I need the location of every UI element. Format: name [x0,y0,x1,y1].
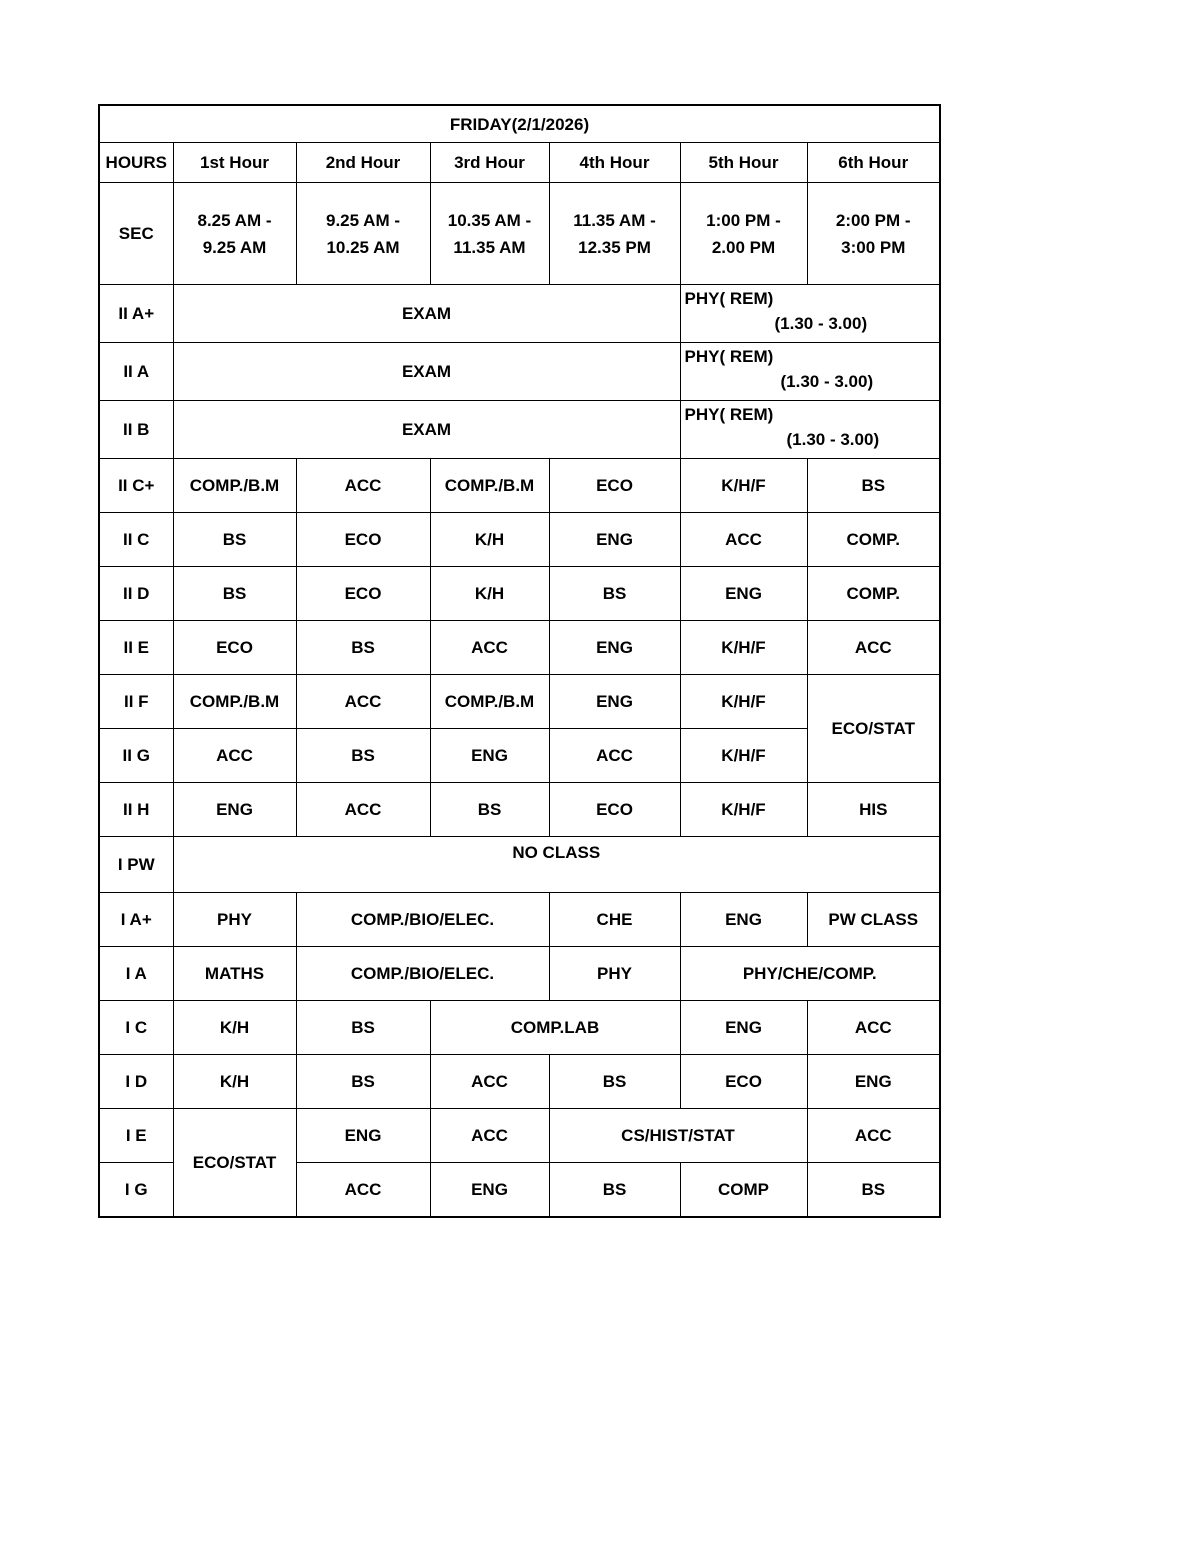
subject-cell: K/H [173,1001,296,1055]
subject-cell: ENG [680,1001,807,1055]
time-slot [430,183,549,285]
subject-cell: ENG [680,567,807,621]
subject-cell-merged: COMP.LAB [430,1001,680,1055]
section-label: I E [99,1109,173,1163]
subject-cell: ENG [680,893,807,947]
subject-cell: ENG [549,621,680,675]
subject-cell: CHE [549,893,680,947]
subject-cell-merged: ECO/STAT [173,1109,296,1218]
subject-cell: PW CLASS [807,893,940,947]
table-row [99,1055,940,1109]
subject-cell: K/H [430,513,549,567]
section-label: I C [99,1001,173,1055]
subject-cell: ACC [296,459,430,513]
subject-cell: ECO [296,513,430,567]
hour-header: 1st Hour [173,143,296,183]
hour-header: 5th Hour [680,143,807,183]
remedial-title: PHY( REM) [684,289,774,308]
subject-cell-merged: CS/HIST/STAT [549,1109,807,1163]
subject-cell: ENG [549,513,680,567]
section-label: II H [99,783,173,837]
table-row [99,285,940,343]
subject-cell: BS [296,1001,430,1055]
time-row [99,183,940,285]
time-slot [173,183,296,285]
subject-cell-merged: COMP./BIO/ELEC. [296,893,549,947]
subject-cell: ACC [173,729,296,783]
remedial-cell [680,285,940,343]
table-row [99,459,940,513]
table-row [99,1109,940,1163]
subject-cell: ECO [680,1055,807,1109]
time-slot [807,183,940,285]
subject-cell: BS [549,1163,680,1218]
subject-cell: ENG [807,1055,940,1109]
timetable-title: FRIDAY(2/1/2026) [99,105,940,143]
time-start: 8.25 AM - [197,210,272,230]
subject-cell: K/H [430,567,549,621]
time-start: 2:00 PM - [835,210,911,230]
table-row [99,893,940,947]
subject-cell: ECO [549,459,680,513]
subject-cell: BS [296,729,430,783]
time-start: 1:00 PM - [706,210,781,230]
subject-cell: ACC [296,1163,430,1218]
subject-cell: HIS [807,783,940,837]
subject-cell: BS [173,567,296,621]
subject-cell: COMP./B.M [173,459,296,513]
subject-cell: COMP./B.M [173,675,296,729]
subject-cell: ACC [807,621,940,675]
subject-cell: BS [549,1055,680,1109]
hour-header: 6th Hour [807,143,940,183]
time-end: 2.00 PM [711,237,776,257]
subject-cell: BS [807,459,940,513]
subject-cell: ACC [430,621,549,675]
table-row [99,1001,940,1055]
subject-cell: ACC [430,1109,549,1163]
subject-cell: BS [296,621,430,675]
subject-cell: COMP./B.M [430,459,549,513]
subject-cell: BS [173,513,296,567]
section-label: I G [99,1163,173,1218]
subject-cell: ACC [680,513,807,567]
subject-cell: K/H/F [680,621,807,675]
subject-cell: COMP./B.M [430,675,549,729]
subject-cell: PHY [549,947,680,1001]
subject-cell: ECO [549,783,680,837]
subject-cell-merged: PHY/CHE/COMP. [680,947,940,1001]
table-row [99,621,940,675]
time-start: 11.35 AM - [573,210,656,230]
time-end: 12.35 PM [578,237,651,257]
section-label: II A [99,343,173,401]
subject-cell: K/H/F [680,675,807,729]
subject-cell: COMP. [807,513,940,567]
remedial-cell [680,401,940,459]
section-label: II G [99,729,173,783]
section-label: II E [99,621,173,675]
section-label: I A [99,947,173,1001]
hour-header: 4th Hour [549,143,680,183]
subject-cell: BS [296,1055,430,1109]
table-row [99,567,940,621]
subject-cell: K/H/F [680,729,807,783]
exam-cell: EXAM [173,285,680,343]
table-row [99,513,940,567]
table-row [99,675,940,729]
subject-cell: ACC [430,1055,549,1109]
table-row [99,947,940,1001]
table-row [99,837,940,893]
subject-cell: ECO [173,621,296,675]
remedial-cell [680,343,940,401]
section-label: II F [99,675,173,729]
subject-cell: COMP. [807,567,940,621]
subject-cell: K/H/F [680,459,807,513]
time-slot [680,183,807,285]
section-label: II B [99,401,173,459]
remedial-time: (1.30 - 3.00) [774,314,868,333]
subject-cell: K/H [173,1055,296,1109]
timetable [98,104,941,1218]
subject-cell-merged: COMP./BIO/ELEC. [296,947,549,1001]
subject-cell: ACC [296,675,430,729]
exam-cell: EXAM [173,401,680,459]
subject-cell: ECO [296,567,430,621]
subject-cell: ACC [296,783,430,837]
no-class-cell: NO CLASS [173,837,940,893]
table-row [99,783,940,837]
hours-label: HOURS [99,143,173,183]
sec-label: SEC [99,183,173,285]
section-label: II C+ [99,459,173,513]
subject-cell: ENG [549,675,680,729]
section-label: II D [99,567,173,621]
time-end: 11.35 AM [453,237,526,257]
subject-cell: ENG [430,729,549,783]
subject-cell: MATHS [173,947,296,1001]
remedial-title: PHY( REM) [684,405,774,424]
subject-cell-merged: ECO/STAT [807,675,940,783]
subject-cell: ACC [549,729,680,783]
subject-cell: K/H/F [680,783,807,837]
subject-cell: BS [430,783,549,837]
section-label: I PW [99,837,173,893]
section-label: I A+ [99,893,173,947]
exam-cell: EXAM [173,343,680,401]
hour-header: 2nd Hour [296,143,430,183]
subject-cell: ENG [173,783,296,837]
subject-cell: BS [549,567,680,621]
time-start: 9.25 AM - [325,210,400,230]
hours-header-row [99,143,940,183]
section-label: II C [99,513,173,567]
table-row [99,343,940,401]
time-slot [296,183,430,285]
subject-cell: ACC [807,1109,940,1163]
remedial-time: (1.30 - 3.00) [786,430,880,449]
table-row [99,401,940,459]
time-end: 3:00 PM [841,237,906,257]
time-start: 10.35 AM - [447,210,532,230]
time-end: 10.25 AM [326,237,400,257]
section-label: II A+ [99,285,173,343]
subject-cell: ENG [296,1109,430,1163]
time-slot [549,183,680,285]
remedial-time: (1.30 - 3.00) [780,372,874,391]
section-label: I D [99,1055,173,1109]
subject-cell: PHY [173,893,296,947]
subject-cell: COMP [680,1163,807,1218]
subject-cell: BS [807,1163,940,1218]
remedial-title: PHY( REM) [684,347,774,366]
subject-cell: ACC [807,1001,940,1055]
time-end: 9.25 AM [202,237,267,257]
hour-header: 3rd Hour [430,143,549,183]
subject-cell: ENG [430,1163,549,1218]
